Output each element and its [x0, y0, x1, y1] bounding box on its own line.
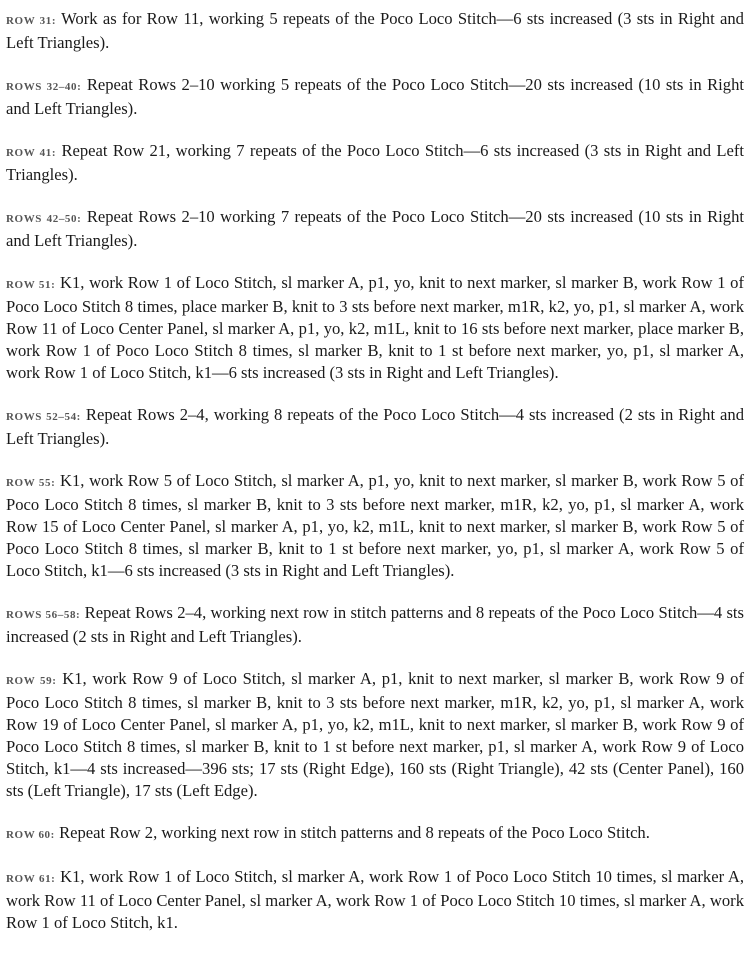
row-text: Repeat Rows 2–10 working 5 repeats of the Poco Loco Stitch—20 sts increased (10 sts in Right and Left Triangles).	[6, 75, 744, 118]
instruction-rows-42-50	[6, 206, 744, 252]
instruction-rows-52-54	[6, 404, 744, 450]
row-label: ROW 55:	[6, 477, 56, 489]
row-label: ROWS 56–58:	[6, 609, 81, 621]
row-text: Repeat Rows 2–10 working 7 repeats of the Poco Loco Stitch—20 sts increased (10 sts in Right and Left Triangles).	[6, 207, 744, 250]
row-text: K1, work Row 5 of Loco Stitch, sl marker A, p1, yo, knit to next marker, sl marker B, work Row 5 of Poco Loco Stitch 8 times, sl marker B, knit to 3 sts before next marker, m1R, k2, yo, p1, sl marker A, work Row 15 of Loco Center Panel, sl marker A, p1, yo, k2, m1L, knit to next marker, sl marker B, work Row 5 of Poco Loco Stitch 8 times, sl marker B, knit to 1 st before next marker, yo, p1, sl marker A, work Row 5 of Loco Stitch, k1—6 sts increased (3 sts in Right and Left Triangles).	[6, 471, 744, 580]
row-label: ROW 51:	[6, 279, 56, 291]
instruction-row-41	[6, 140, 744, 186]
row-text: Repeat Rows 2–4, working next row in stitch patterns and 8 repeats of the Poco Loco Stitch—4 sts increased (2 sts in Right and Left Triangles).	[6, 603, 744, 646]
row-label: ROWS 42–50:	[6, 213, 82, 225]
instruction-row-51	[6, 272, 744, 384]
row-text: Repeat Row 2, working next row in stitch patterns and 8 repeats of the Poco Loco Stitch.	[59, 823, 650, 842]
row-label: ROW 31:	[6, 15, 57, 27]
row-label: ROWS 32–40:	[6, 81, 82, 93]
instruction-row-55	[6, 470, 744, 582]
instruction-row-60	[6, 822, 744, 846]
row-text: Repeat Rows 2–4, working 8 repeats of the Poco Loco Stitch—4 sts increased (2 sts in Right and Left Triangles).	[6, 405, 744, 448]
row-text: K1, work Row 1 of Loco Stitch, sl marker A, work Row 1 of Poco Loco Stitch 10 times, sl marker A, work Row 11 of Loco Center Panel, sl marker A, work Row 1 of Poco Loco Stitch 10 times, sl marker A, work Row 1 of Loco Stitch, k1.	[6, 867, 744, 932]
instruction-rows-32-40	[6, 74, 744, 120]
row-label: ROW 41:	[6, 147, 57, 159]
row-text: K1, work Row 1 of Loco Stitch, sl marker A, p1, yo, knit to next marker, sl marker B, work Row 1 of Poco Loco Stitch 8 times, place marker B, knit to 3 sts before next marker, m1R, k2, yo, p1, sl marker A, work Row 11 of Loco Center Panel, sl marker A, p1, yo, k2, m1L, knit to 16 sts before next marker, place marker B, work Row 1 of Poco Loco Stitch 8 times, sl marker B, knit to 1 st before next marker, yo, p1, sl marker A, work Row 1 of Loco Stitch, k1—6 sts increased (3 sts in Right and Left Triangles).	[6, 273, 744, 382]
row-text: Work as for Row 11, working 5 repeats of the Poco Loco Stitch—6 sts increased (3 sts in Right and Left Triangles).	[6, 9, 744, 52]
instruction-row-61	[6, 866, 744, 934]
row-text: Repeat Row 21, working 7 repeats of the Poco Loco Stitch—6 sts increased (3 sts in Right and Left Triangles).	[6, 141, 744, 184]
instruction-rows-56-58	[6, 602, 744, 648]
instruction-row-31	[6, 8, 744, 54]
instruction-row-59	[6, 668, 744, 802]
row-label: ROW 59:	[6, 675, 57, 687]
row-label: ROWS 52–54:	[6, 411, 81, 423]
row-label: ROW 61:	[6, 873, 56, 885]
row-label: ROW 60:	[6, 829, 55, 841]
row-text: K1, work Row 9 of Loco Stitch, sl marker A, p1, knit to next marker, sl marker B, work Row 9 of Poco Loco Stitch 8 times, sl marker B, knit to 3 sts before next marker, m1R, k2, yo, p1, sl marker A, work Row 19 of Loco Center Panel, sl marker A, p1, yo, k2, m1L, knit to next marker, sl marker B, work Row 9 of Poco Loco Stitch 8 times, sl marker B, knit to 1 st before next marker, p1, sl marker A, work Row 9 of Loco Stitch, k1—4 sts increased—396 sts; 17 sts (Right Edge), 160 sts (Right Triangle), 42 sts (Center Panel), 160 sts (Left Triangle), 17 sts (Left Edge).	[6, 669, 744, 800]
